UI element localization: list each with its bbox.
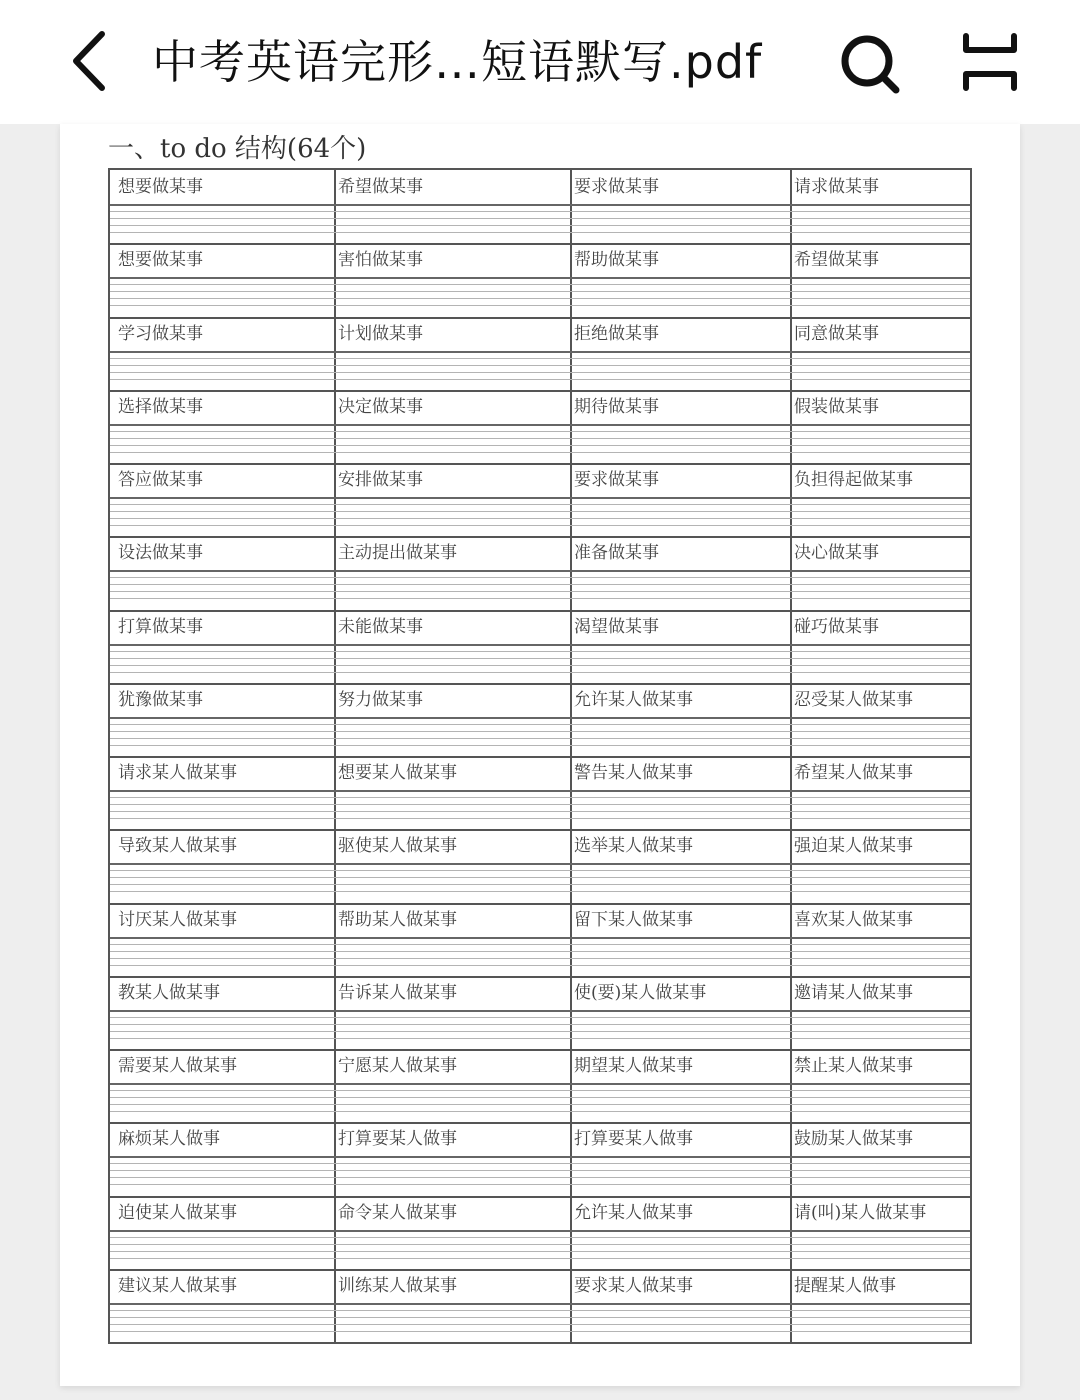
writing-line xyxy=(110,797,970,798)
writing-line xyxy=(110,1024,970,1025)
row-divider xyxy=(110,1269,970,1271)
phrase-table xyxy=(108,168,972,1344)
writing-line xyxy=(110,870,970,871)
phrase-cell: 安排做某事 xyxy=(338,470,423,490)
phrase-cell: 想要做某事 xyxy=(118,177,203,197)
writing-line xyxy=(110,651,970,652)
writing-line xyxy=(110,1177,970,1178)
phrase-cell: 要求做某事 xyxy=(574,177,659,197)
writing-line xyxy=(110,811,970,812)
phrase-cell: 打算做某事 xyxy=(118,616,203,637)
phrase-cell: 计划做某事 xyxy=(338,323,423,344)
fit-width-icon xyxy=(958,32,1022,92)
writing-line xyxy=(110,958,970,959)
phrase-cell: 希望做某事 xyxy=(794,250,879,271)
row-divider xyxy=(110,1049,970,1051)
writing-line xyxy=(110,1170,970,1171)
writing-line xyxy=(110,372,970,373)
writing-line xyxy=(110,1097,970,1098)
table-row xyxy=(110,1196,970,1269)
writing-line xyxy=(110,584,970,585)
pdf-page[interactable] xyxy=(60,124,1020,1386)
writing-line xyxy=(110,745,970,746)
section-heading: 一、to do 结构(64个) xyxy=(108,134,367,164)
writing-line xyxy=(110,944,970,945)
table-row xyxy=(110,756,970,829)
table-row xyxy=(110,903,970,976)
row-divider xyxy=(110,1122,970,1124)
writing-line xyxy=(110,445,970,446)
writing-line xyxy=(110,218,970,219)
row-divider xyxy=(110,683,970,685)
table-row xyxy=(110,536,970,609)
writing-line xyxy=(110,591,970,592)
back-button[interactable] xyxy=(66,30,116,92)
phrase-cell: 渴望做某事 xyxy=(574,616,659,637)
phrase-cell: 主动提出做某事 xyxy=(338,543,457,564)
row-divider xyxy=(110,463,970,465)
phrase-cell: 帮助做某事 xyxy=(574,250,659,271)
label-underline xyxy=(110,424,970,426)
phrase-cell: 邀请某人做某事 xyxy=(794,982,913,1003)
phrase-cell: 设法做某事 xyxy=(118,543,203,564)
phrase-cell: 努力做某事 xyxy=(338,689,423,710)
writing-line xyxy=(110,1251,970,1252)
writing-line xyxy=(110,965,970,966)
phrase-cell: 禁止某人做某事 xyxy=(794,1056,913,1076)
label-underline xyxy=(110,790,970,792)
writing-line xyxy=(110,1184,970,1185)
phrase-cell: 决心做某事 xyxy=(794,543,879,564)
row-divider xyxy=(110,903,970,905)
writing-line xyxy=(110,804,970,805)
row-divider xyxy=(110,317,970,319)
writing-line xyxy=(110,1331,970,1332)
writing-line xyxy=(110,877,970,878)
writing-line xyxy=(110,379,970,380)
phrase-cell: 打算要某人做事 xyxy=(338,1129,457,1150)
phrase-cell: 同意做某事 xyxy=(794,323,879,344)
writing-line xyxy=(110,452,970,453)
writing-line xyxy=(110,1244,970,1245)
writing-line xyxy=(110,518,970,519)
writing-line xyxy=(110,291,970,292)
writing-line xyxy=(110,724,970,725)
label-underline xyxy=(110,1303,970,1305)
phrase-cell: 需要某人做某事 xyxy=(118,1056,237,1076)
phrase-cell: 训练某人做某事 xyxy=(338,1275,457,1296)
writing-line xyxy=(110,658,970,659)
phrase-cell: 请求某人做某事 xyxy=(118,763,237,783)
phrase-cell: 碰巧做某事 xyxy=(794,616,879,637)
phrase-cell: 负担得起做某事 xyxy=(794,470,913,490)
label-underline xyxy=(110,863,970,865)
table-row xyxy=(110,1269,970,1342)
phrase-cell: 驱使某人做某事 xyxy=(338,836,457,857)
phrase-cell: 期待做某事 xyxy=(574,396,659,417)
table-row xyxy=(110,170,970,243)
phrase-cell: 建议某人做某事 xyxy=(118,1275,237,1296)
writing-line xyxy=(110,598,970,599)
phrase-cell: 迫使某人做某事 xyxy=(118,1202,237,1223)
phrase-cell: 允许某人做某事 xyxy=(574,1202,693,1223)
writing-line xyxy=(110,365,970,366)
phrase-cell: 宁愿某人做某事 xyxy=(338,1056,457,1076)
table-row xyxy=(110,317,970,390)
phrase-cell: 答应做某事 xyxy=(118,470,203,490)
phrase-cell: 告诉某人做某事 xyxy=(338,982,457,1003)
phrase-cell: 希望某人做某事 xyxy=(794,763,913,783)
phrase-cell: 决定做某事 xyxy=(338,396,423,417)
label-underline xyxy=(110,717,970,719)
writing-line xyxy=(110,1038,970,1039)
phrase-cell: 假装做某事 xyxy=(794,396,879,417)
phrase-cell: 想要某人做某事 xyxy=(338,763,457,783)
phrase-cell: 鼓励某人做某事 xyxy=(794,1129,913,1150)
phrase-cell: 准备做某事 xyxy=(574,543,659,564)
phrase-cell: 犹豫做某事 xyxy=(118,689,203,710)
phrase-cell: 要求做某事 xyxy=(574,470,659,490)
label-underline xyxy=(110,570,970,572)
label-underline xyxy=(110,1156,970,1158)
label-underline xyxy=(110,1010,970,1012)
label-underline xyxy=(110,204,970,206)
phrase-cell: 喜欢某人做某事 xyxy=(794,909,913,930)
writing-line xyxy=(110,431,970,432)
writing-line xyxy=(110,672,970,673)
row-divider xyxy=(110,610,970,612)
writing-line xyxy=(110,525,970,526)
phrase-cell: 帮助某人做某事 xyxy=(338,909,457,930)
row-divider xyxy=(110,829,970,831)
phrase-cell: 麻烦某人做事 xyxy=(118,1129,220,1150)
row-divider xyxy=(110,536,970,538)
writing-line xyxy=(110,1163,970,1164)
label-underline xyxy=(110,644,970,646)
phrase-cell: 使(要)某人做某事 xyxy=(574,982,707,1003)
phrase-cell: 选择做某事 xyxy=(118,396,203,417)
phrase-cell: 选举某人做某事 xyxy=(574,836,693,857)
label-underline xyxy=(110,351,970,353)
phrase-cell: 请(叫)某人做某事 xyxy=(794,1202,927,1223)
phrase-cell: 要求某人做某事 xyxy=(574,1275,693,1296)
table-row xyxy=(110,1049,970,1122)
row-divider xyxy=(110,243,970,245)
row-divider xyxy=(110,976,970,978)
writing-line xyxy=(110,738,970,739)
writing-line xyxy=(110,951,970,952)
phrase-cell: 打算要某人做事 xyxy=(574,1129,693,1150)
writing-line xyxy=(110,818,970,819)
writing-line xyxy=(110,884,970,885)
label-underline xyxy=(110,277,970,279)
top-app-bar xyxy=(0,0,1080,124)
writing-line xyxy=(110,891,970,892)
phrase-cell: 请求做某事 xyxy=(794,177,879,197)
writing-line xyxy=(110,1324,970,1325)
table-row xyxy=(110,1122,970,1195)
phrase-cell: 留下某人做某事 xyxy=(574,909,693,930)
writing-line xyxy=(110,1017,970,1018)
writing-line xyxy=(110,225,970,226)
writing-line xyxy=(110,211,970,212)
writing-line xyxy=(110,1031,970,1032)
document-title: 中考英语完形…短语默写.pdf xyxy=(152,35,763,89)
phrase-cell: 学习做某事 xyxy=(118,323,203,344)
phrase-cell: 未能做某事 xyxy=(338,616,423,637)
writing-line xyxy=(110,438,970,439)
table-row xyxy=(110,390,970,463)
writing-line xyxy=(110,665,970,666)
writing-line xyxy=(110,1090,970,1091)
writing-line xyxy=(110,1258,970,1259)
writing-line xyxy=(110,298,970,299)
row-divider xyxy=(110,1196,970,1198)
phrase-cell: 提醒某人做事 xyxy=(794,1275,896,1296)
table-row xyxy=(110,243,970,316)
writing-line xyxy=(110,284,970,285)
writing-line xyxy=(110,731,970,732)
phrase-cell: 导致某人做某事 xyxy=(118,836,237,857)
table-row xyxy=(110,976,970,1049)
label-underline xyxy=(110,1083,970,1085)
writing-line xyxy=(110,1317,970,1318)
table-row xyxy=(110,463,970,536)
phrase-cell: 忍受某人做某事 xyxy=(794,689,913,710)
label-underline xyxy=(110,937,970,939)
writing-line xyxy=(110,358,970,359)
search-icon xyxy=(838,32,902,94)
phrase-cell: 强迫某人做某事 xyxy=(794,836,913,857)
phrase-cell: 拒绝做某事 xyxy=(574,323,659,344)
writing-line xyxy=(110,232,970,233)
writing-line xyxy=(110,577,970,578)
phrase-cell: 期望某人做某事 xyxy=(574,1056,693,1076)
phrase-cell: 命令某人做某事 xyxy=(338,1202,457,1223)
fit-width-button[interactable] xyxy=(958,32,1022,92)
writing-line xyxy=(110,1104,970,1105)
table-row xyxy=(110,829,970,902)
label-underline xyxy=(110,1230,970,1232)
table-row xyxy=(110,610,970,683)
phrase-cell: 害怕做某事 xyxy=(338,250,423,271)
search-button[interactable] xyxy=(838,32,902,94)
table-row xyxy=(110,683,970,756)
writing-line xyxy=(110,1111,970,1112)
phrase-cell: 允许某人做某事 xyxy=(574,689,693,710)
chevron-left-icon xyxy=(66,30,116,92)
label-underline xyxy=(110,497,970,499)
phrase-cell: 警告某人做某事 xyxy=(574,763,693,783)
writing-line xyxy=(110,1310,970,1311)
writing-line xyxy=(110,1237,970,1238)
writing-line xyxy=(110,504,970,505)
phrase-cell: 讨厌某人做某事 xyxy=(118,909,237,930)
phrase-cell: 教某人做某事 xyxy=(118,982,220,1003)
row-divider xyxy=(110,756,970,758)
writing-line xyxy=(110,511,970,512)
row-divider xyxy=(110,390,970,392)
phrase-cell: 希望做某事 xyxy=(338,177,423,197)
phrase-cell: 想要做某事 xyxy=(118,250,203,271)
writing-line xyxy=(110,305,970,306)
